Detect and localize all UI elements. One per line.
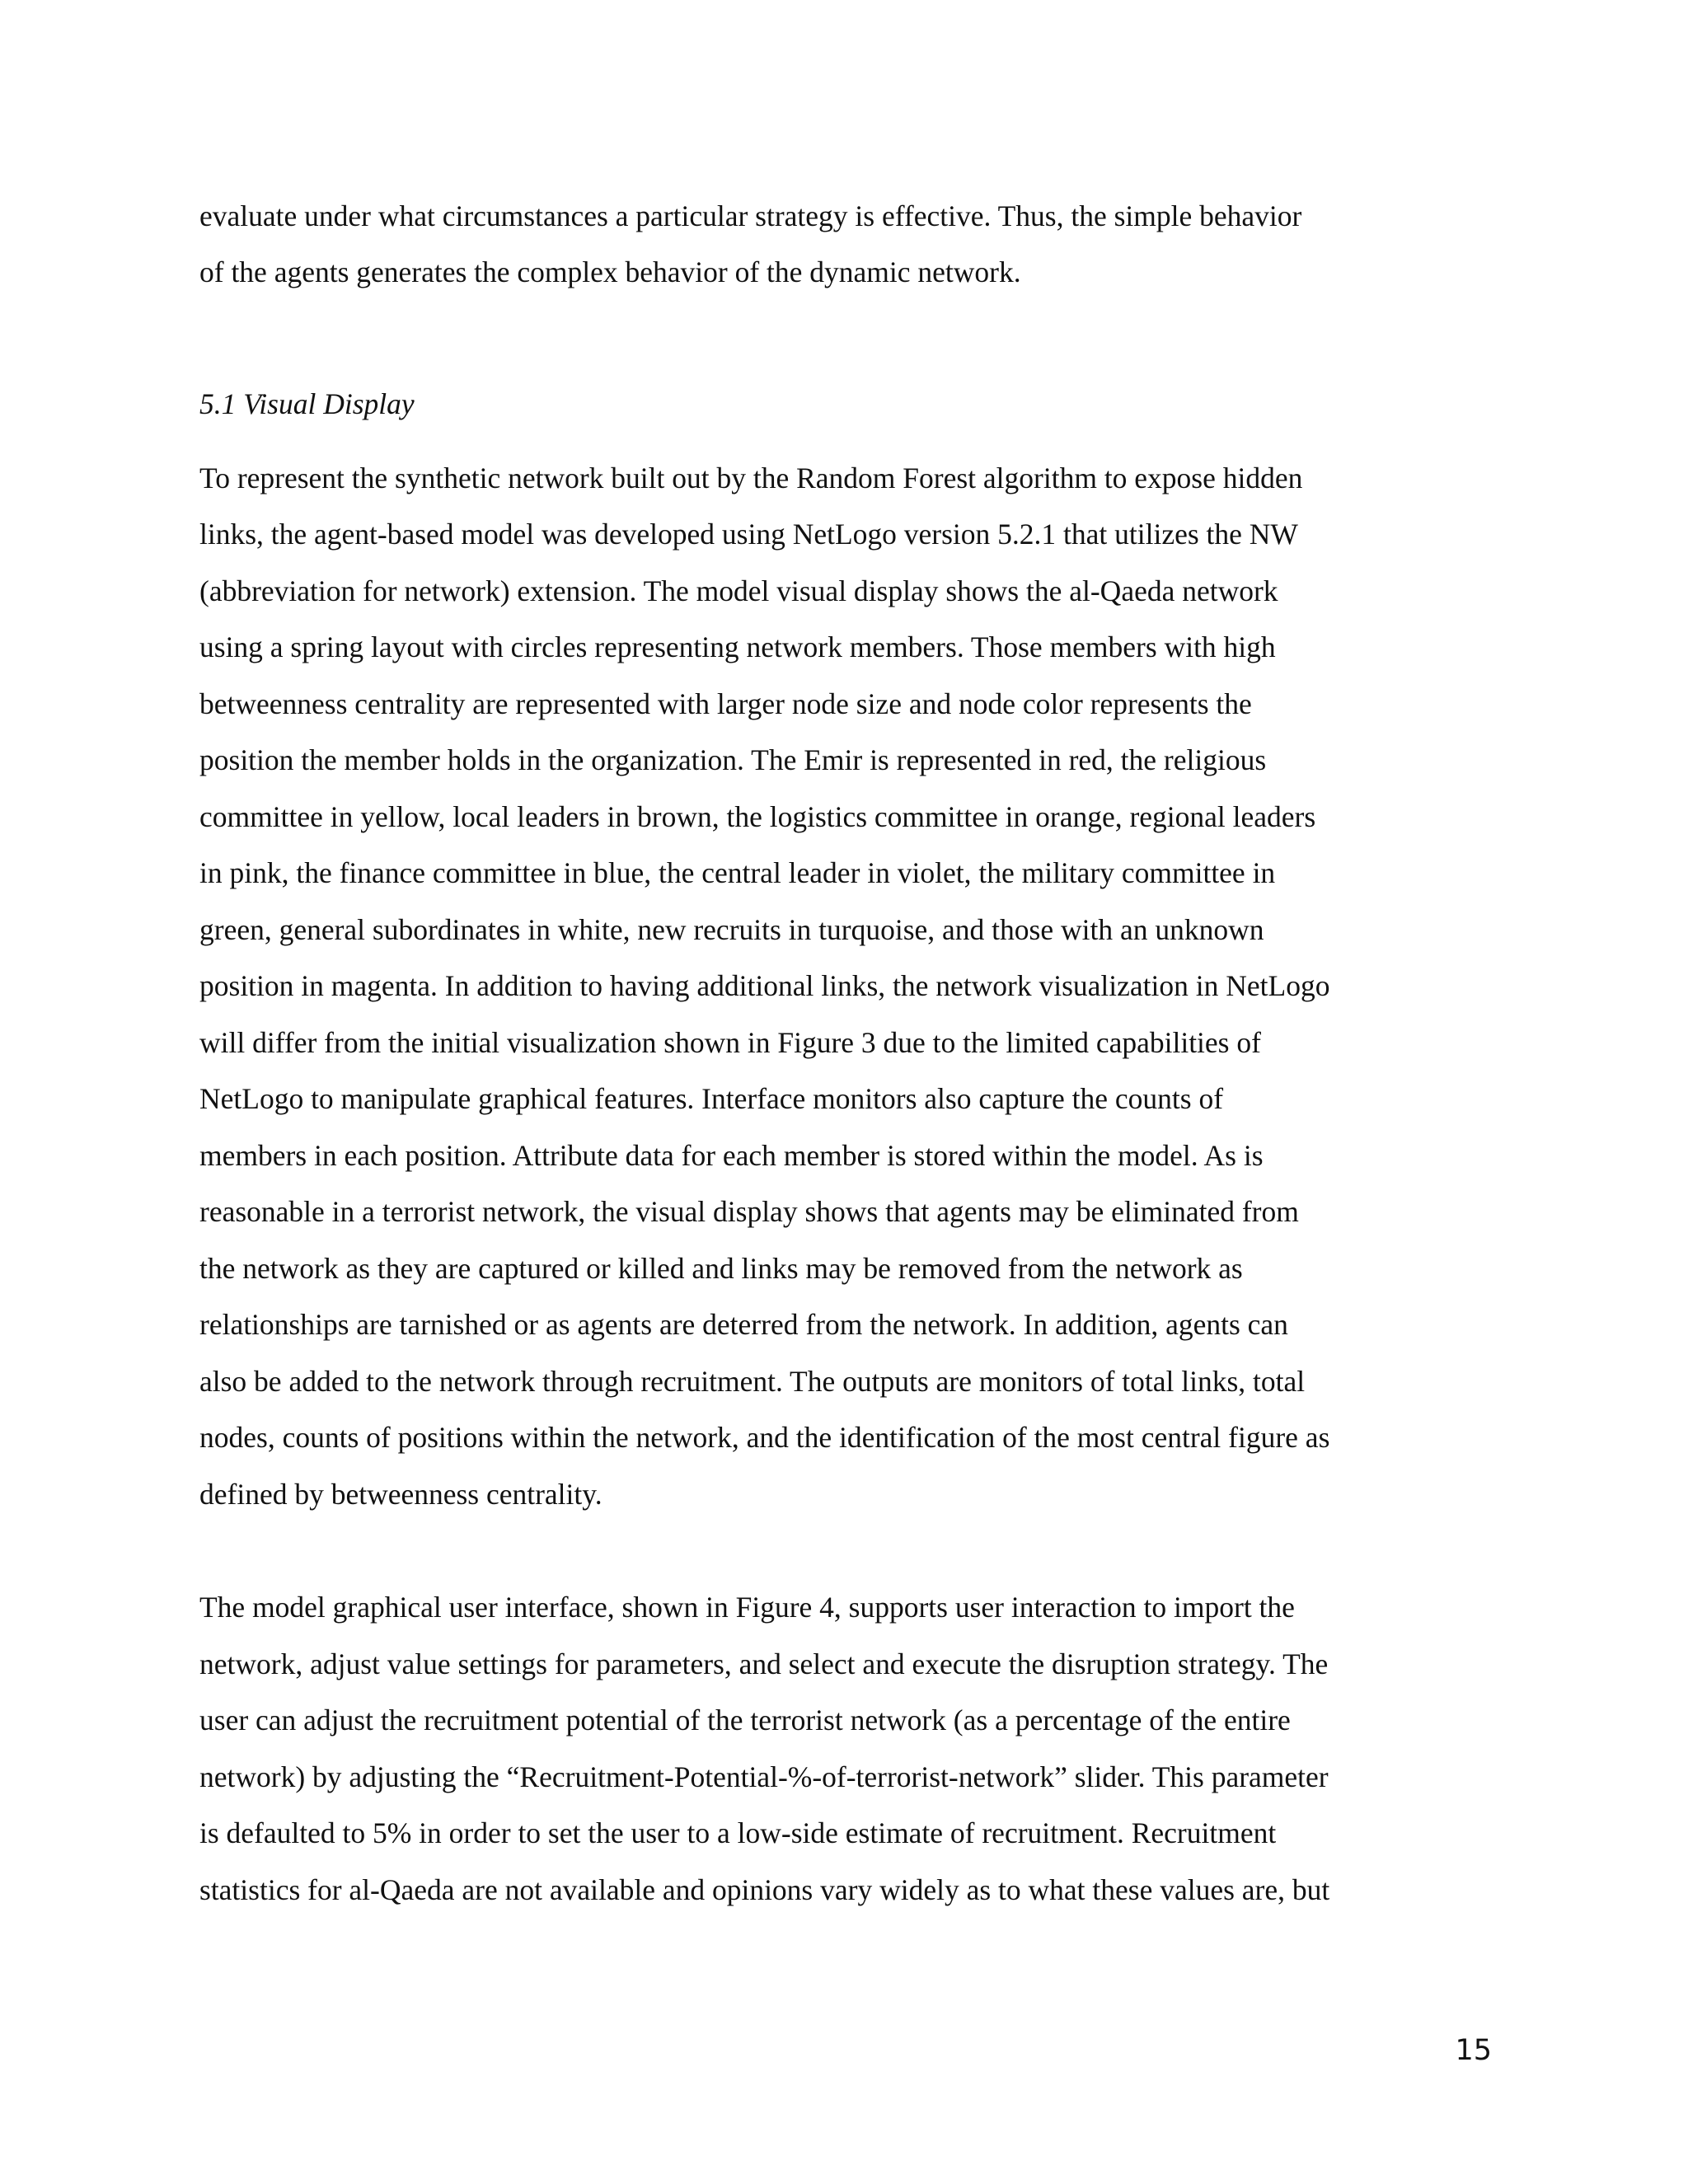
intro-line: of the agents generates the complex behavior of the dynamic network. bbox=[199, 255, 1021, 288]
paragraph-line: defined by betweenness centrality. bbox=[199, 1478, 603, 1511]
paragraph-line: The model graphical user interface, shown in Figure 4, supports user interaction to import the bbox=[199, 1591, 1295, 1624]
paragraph-line: using a spring layout with circles representing network members. Those members with high bbox=[199, 630, 1276, 663]
paragraph-line: links, the agent-based model was developed using NetLogo version 5.2.1 that utilizes the NW bbox=[199, 518, 1298, 551]
paragraph-line: the network as they are captured or killed and links may be removed from the network as bbox=[199, 1252, 1243, 1285]
paragraph-line: NetLogo to manipulate graphical features. Interface monitors also capture the counts of bbox=[199, 1082, 1224, 1115]
paragraph-line: relationships are tarnished or as agents are deterred from the network. In addition, agents can bbox=[199, 1308, 1288, 1341]
paragraph-line: network, adjust value settings for parameters, and select and execute the disruption strategy. The bbox=[199, 1647, 1329, 1680]
paragraph-line: network) by adjusting the “Recruitment-Potential-%-of-terrorist-network” slider. This parameter bbox=[199, 1760, 1329, 1793]
paragraph-line: statistics for al-Qaeda are not available and opinions vary widely as to what these values are, but bbox=[199, 1873, 1330, 1906]
paragraph-line: To represent the synthetic network built out by the Random Forest algorithm to expose hidden bbox=[199, 462, 1303, 494]
paragraph-line: position the member holds in the organization. The Emir is represented in red, the religious bbox=[199, 743, 1267, 776]
intro-line: evaluate under what circumstances a particular strategy is effective. Thus, the simple behavior bbox=[199, 199, 1302, 232]
paragraph-line: is defaulted to 5% in order to set the user to a low-side estimate of recruitment. Recruitment bbox=[199, 1816, 1277, 1849]
paragraph-line: nodes, counts of positions within the network, and the identification of the most central figure as bbox=[199, 1421, 1330, 1454]
page-number: 15 bbox=[1455, 2034, 1492, 2067]
paragraph-line: betweenness centrality are represented with larger node size and node color represents the bbox=[199, 687, 1252, 720]
paragraph-line: reasonable in a terrorist network, the visual display shows that agents may be eliminated from bbox=[199, 1195, 1299, 1228]
paragraph-line: green, general subordinates in white, new recruits in turquoise, and those with an unknown bbox=[199, 913, 1264, 946]
paragraph-line: also be added to the network through recruitment. The outputs are monitors of total links, total bbox=[199, 1365, 1306, 1398]
paragraph-line: members in each position. Attribute data for each member is stored within the model. As is bbox=[199, 1139, 1264, 1172]
paragraph-line: committee in yellow, local leaders in brown, the logistics committee in orange, regional leaders bbox=[199, 800, 1316, 833]
paragraph-line: (abbreviation for network) extension. The model visual display shows the al-Qaeda network bbox=[199, 574, 1278, 607]
paragraph-line: position in magenta. In addition to having additional links, the network visualization in NetLogo bbox=[199, 969, 1330, 1002]
paragraph-line: user can adjust the recruitment potential of the terrorist network (as a percentage of the entire bbox=[199, 1704, 1291, 1736]
paragraph-line: in pink, the finance committee in blue, the central leader in violet, the military committee in bbox=[199, 856, 1276, 889]
paragraph-line: will differ from the initial visualization shown in Figure 3 due to the limited capabilities of bbox=[199, 1026, 1261, 1059]
section-heading: 5.1 Visual Display bbox=[199, 387, 415, 420]
